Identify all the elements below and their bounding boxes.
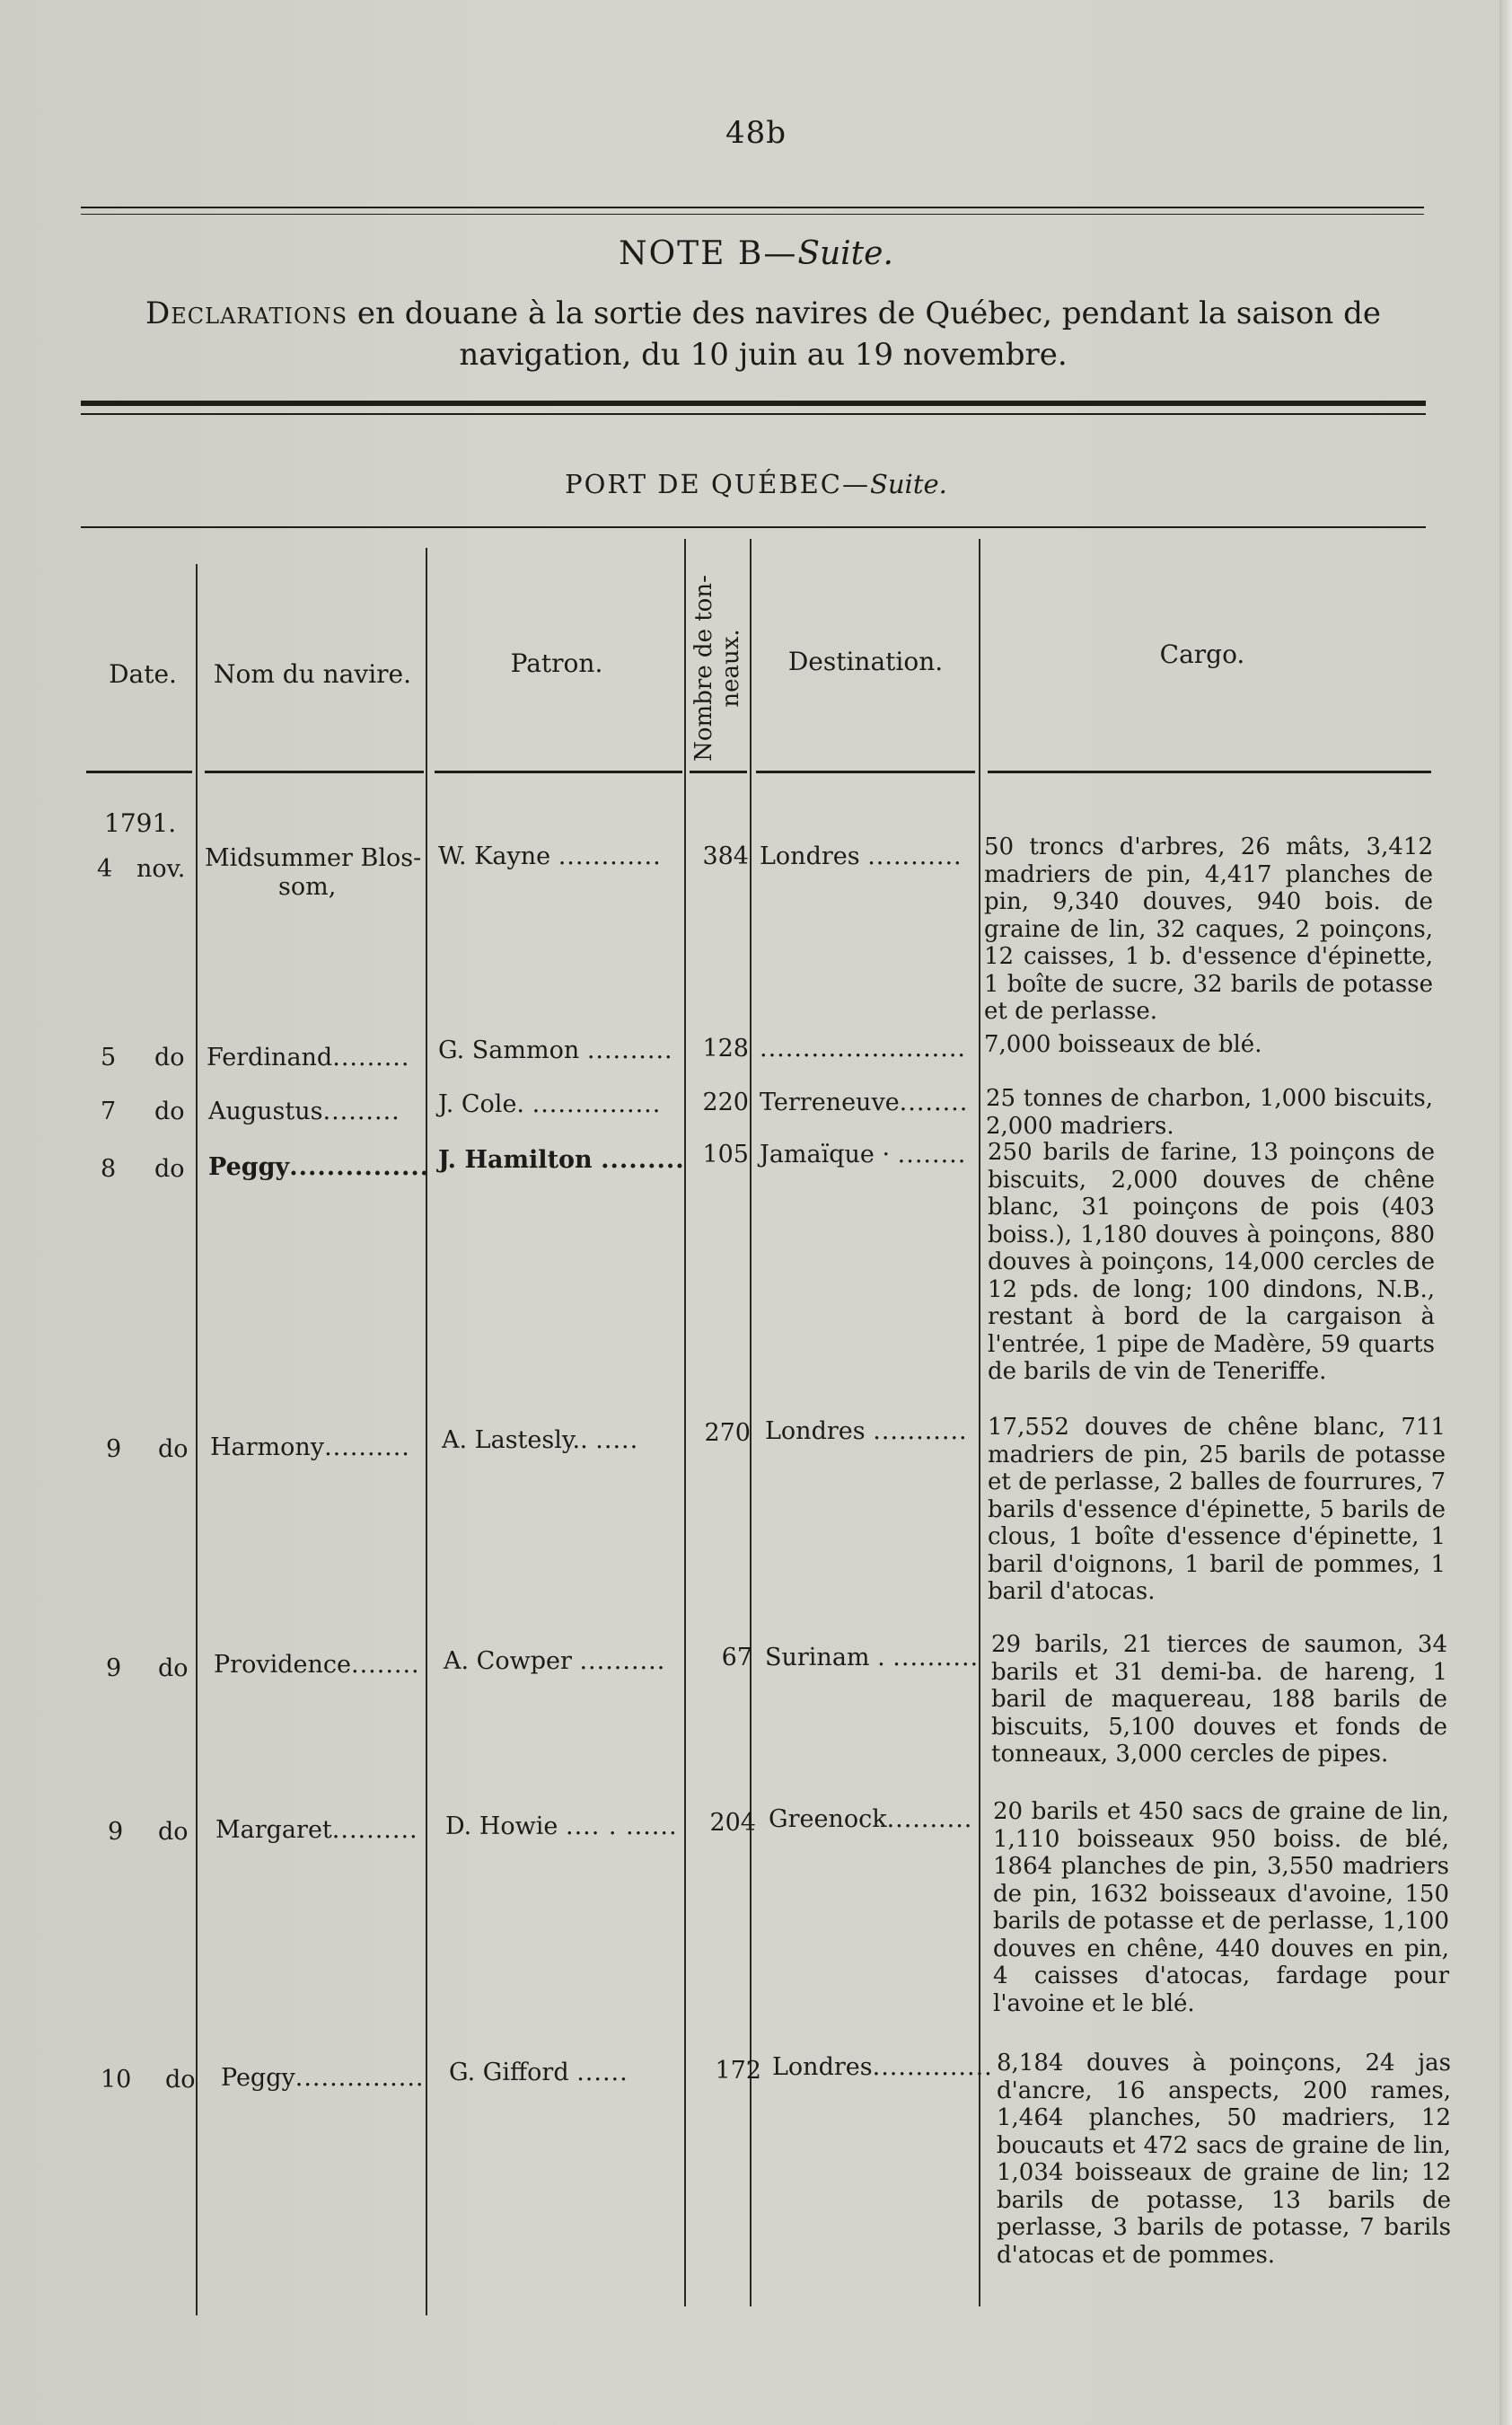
row-destination-dots: ........ (899, 1089, 969, 1116)
header-destination: Destination. (787, 647, 944, 676)
heading-rule-thick (81, 401, 1426, 406)
row-destination (765, 1417, 968, 1445)
row-destination-name: Londres (760, 842, 860, 870)
header-master: Patron. (510, 648, 603, 678)
port-suffix: Suite. (870, 469, 947, 499)
row-master (438, 1090, 661, 1118)
row-tonnage: 270 (704, 1419, 751, 1447)
heading-lead: Declarations (145, 295, 348, 331)
row-destination (760, 1035, 966, 1063)
heading-rule-thin (81, 413, 1426, 415)
header-rule (435, 771, 682, 773)
row-ship (207, 1044, 409, 1071)
header-rule (756, 771, 975, 773)
row-ship-cont: som, (278, 873, 337, 901)
row-destination-dots: .......... (892, 1644, 980, 1671)
row-destination-name: Londres (765, 1417, 866, 1445)
row-day: 5 (101, 1044, 117, 1071)
top-rule-thin (81, 214, 1424, 215)
row-day: 8 (101, 1155, 117, 1183)
row-ship-name: Margaret (215, 1816, 332, 1844)
row-tonnage: 128 (702, 1035, 749, 1063)
row-ship-name: Peggy (221, 2064, 295, 2092)
row-ship-dots: ......... (332, 1044, 410, 1071)
row-master (438, 1146, 685, 1174)
row-ship-dots: ........ (350, 1651, 420, 1679)
row-master (444, 1647, 665, 1675)
row-cargo: 250 barils de farine, 13 poinçons de biscuits, 2,000 douves de chêne blanc, 31 poinçons de pois (403 boiss.), 1,180 douves à poinçons, 880 douves à poinçons, 14,000 cercles de 12 pds. de long; 100 dindons, N.B., restant à bord de la cargaison à l'entrée, 1 pipe de Madère, 59 quarts de barils de vin de Teneriffe. (988, 1139, 1435, 1385)
row-cargo: 17,552 douves de chêne blanc, 711 madriers de pin, 25 barils de potasse et de perlasse, 2 balles de fourrures, 7 barils d'essence d'épinette, 5 barils de clous, 1 boîte d'essence d'épinette, 1 baril d'oignons, 1 baril de pommes, 1 baril d'atocas. (988, 1414, 1446, 1605)
row-tonnage: 384 (702, 842, 749, 870)
row-master-name: G. Sammon (438, 1036, 580, 1064)
port-name: PORT DE QUÉBEC— (565, 469, 870, 499)
row-master-name: J. Hamilton (438, 1146, 593, 1174)
row-master-name: A. Lastesly.. (442, 1426, 588, 1454)
row-ship: Midsummer Blos- (205, 844, 422, 872)
row-destination (772, 2053, 993, 2081)
row-master (442, 1426, 638, 1454)
row-master-dots: .......... (579, 1647, 666, 1675)
top-rule (81, 207, 1424, 208)
row-cargo: 7,000 boisseaux de blé. (984, 1031, 1262, 1058)
row-month: do (158, 1654, 189, 1682)
row-ship-dots: ......... (322, 1098, 400, 1125)
row-cargo: 50 troncs d'arbres, 26 mâts, 3,412 madriers de pin, 4,417 planches de pin, 9,340 douves, 940 bois. de graine de lin, 32 caques, 2 poinçons, 12 caisses, 1 b. d'essence d'épinette, 1 boîte de sucre, 32 barils de potasse et de perlasse. (984, 833, 1433, 1025)
row-destination (760, 842, 963, 870)
row-master-name: G. Gifford (449, 2059, 569, 2086)
row-ship (210, 1433, 410, 1461)
header-date: Date. (109, 659, 177, 689)
row-destination-name: Jamaïque · (760, 1141, 891, 1168)
row-month: do (165, 2066, 196, 2094)
row-master-dots: ............ (558, 842, 662, 870)
row-master-name: D. Howie (445, 1812, 558, 1840)
row-destination (760, 1089, 968, 1116)
row-month: nov. (136, 855, 186, 883)
header-rule (690, 771, 747, 773)
row-month: do (158, 1435, 189, 1463)
row-tonnage: 105 (702, 1141, 749, 1168)
row-tonnage: 220 (702, 1089, 749, 1116)
row-master-dots: ......... (601, 1146, 685, 1174)
row-master-dots: .......... (586, 1036, 673, 1064)
row-ship (215, 1816, 418, 1844)
row-ship (221, 2064, 425, 2092)
row-destination-dots: ........ (897, 1141, 967, 1168)
row-ship (214, 1651, 420, 1679)
row-destination-dots: ........... (867, 842, 963, 870)
row-day: 7 (101, 1098, 117, 1125)
heading-line1: en douane à la sortie des navires de Québec, pendant la saison de (347, 295, 1382, 331)
header-ship: Nom du navire. (213, 659, 412, 689)
row-destination-name: Terreneuve (760, 1089, 900, 1116)
row-day: 4 (97, 855, 113, 883)
row-day: 9 (106, 1654, 122, 1682)
row-month: do (154, 1155, 185, 1183)
header-tonnage-line2: neaux. (717, 629, 744, 708)
row-destination-dots: .......... (886, 1805, 973, 1833)
row-destination-dots: ........... (873, 1417, 968, 1445)
note-title-text: NOTE B— (619, 235, 798, 272)
row-ship-name: Peggy (208, 1153, 290, 1181)
header-tonnage (690, 560, 744, 776)
document-heading (135, 293, 1392, 375)
row-ship (208, 1153, 429, 1181)
row-ship (208, 1098, 400, 1125)
port-title (0, 469, 1512, 499)
row-master-dots: .... . ...... (565, 1812, 678, 1840)
heading-line2: navigation, du 10 juin au 19 novembre. (459, 337, 1068, 373)
row-cargo: 29 barils, 21 tierces de saumon, 34 barils et 31 demi-ba. de hareng, 1 baril de maquereau, 188 barils de biscuits, 5,100 douves et fonds de tonneaux, 3,000 cercles de pipes. (991, 1631, 1447, 1768)
row-destination-name: Greenock (769, 1805, 887, 1833)
row-master-name: W. Kayne (438, 842, 551, 870)
row-ship-name: Ferdinand (207, 1044, 333, 1071)
row-master-name: A. Cowper (444, 1647, 572, 1675)
header-rule (86, 771, 192, 773)
row-ship-dots: .......... (324, 1433, 410, 1461)
row-destination-name: Surinam . (765, 1644, 885, 1671)
row-cargo: 25 tonnes de charbon, 1,000 biscuits, 2,000 madriers. (986, 1085, 1433, 1140)
column-divider (979, 539, 980, 2306)
header-rule (988, 771, 1431, 773)
row-day: 9 (106, 1435, 122, 1463)
column-divider (196, 564, 198, 2315)
row-master-name: J. Cole. (438, 1090, 525, 1118)
row-master (438, 842, 662, 870)
row-ship-name: Providence (214, 1651, 351, 1679)
header-tonnage-line1: Nombre de ton- (690, 575, 717, 762)
row-master-dots: ..... (595, 1426, 639, 1454)
row-ship-name: Augustus (208, 1098, 323, 1125)
row-cargo: 8,184 douves à poinçons, 24 jas d'ancre, 16 anspects, 200 rames, 1,464 planches, 50 madriers, 12 boucauts et 472 sacs de graine de lin, 1,034 boisseaux de graine de lin; 12 barils de potasse, 13 barils de perlasse, 3 barils de potasse, 7 barils d'atocas et de pommes. (997, 2050, 1451, 2269)
row-month: do (154, 1098, 185, 1125)
row-destination (769, 1805, 972, 1833)
row-ship-name: Harmony (210, 1433, 325, 1461)
row-tonnage: 67 (721, 1644, 752, 1671)
header-cargo: Cargo. (1159, 639, 1245, 669)
row-master-dots: ...... (576, 2059, 629, 2086)
row-tonnage: 172 (715, 2057, 761, 2085)
page-number: 48b (725, 115, 787, 151)
note-title (0, 235, 1512, 272)
row-destination (765, 1644, 979, 1671)
row-month: do (158, 1818, 189, 1846)
table-top-rule (81, 526, 1426, 528)
row-master-dots: ............... (532, 1090, 662, 1118)
header-rule (205, 771, 424, 773)
note-title-suffix: Suite. (797, 235, 893, 272)
row-master (445, 1812, 678, 1840)
row-ship-dots: ............... (294, 2064, 425, 2092)
page-edge (1499, 0, 1512, 2425)
column-divider (426, 548, 427, 2315)
row-cargo: 20 barils et 450 sacs de graine de lin, 1,110 boisseaux 950 boiss. de blé, 1864 planches de pin, 3,550 madriers de pin, 1632 boisseaux d'avoine, 150 barils de potasse et de perlasse, 1,100 douves en chêne, 440 douves en pin, 4 caisses d'atocas, fardage pour l'avoine et le blé. (993, 1798, 1449, 2017)
row-destination-name: Londres (772, 2053, 873, 2081)
row-destination (760, 1141, 966, 1168)
row-day: 10 (101, 2066, 132, 2094)
row-master (438, 1036, 673, 1064)
row-destination-dots: ........................ (760, 1035, 966, 1063)
row-day: 9 (108, 1818, 124, 1846)
year-label: 1791. (104, 808, 177, 838)
row-month: do (154, 1044, 185, 1071)
row-ship-dots: ............... (289, 1153, 430, 1181)
row-ship-dots: .......... (331, 1816, 418, 1844)
row-tonnage: 204 (709, 1809, 756, 1837)
row-master (449, 2059, 629, 2086)
row-destination-dots: .............. (872, 2053, 993, 2081)
